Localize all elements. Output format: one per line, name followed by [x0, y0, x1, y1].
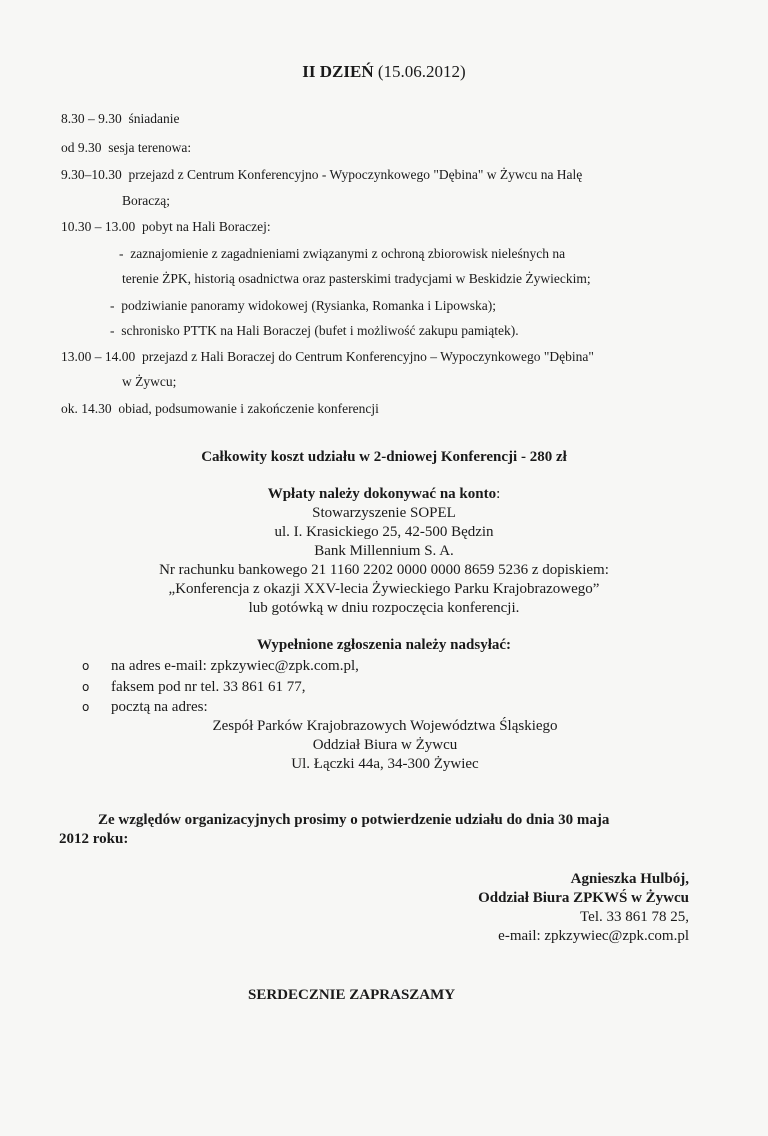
title-day: II DZIEŃ — [302, 62, 374, 81]
title-date: (15.06.2012) — [377, 62, 466, 81]
bank-account: Nr rachunku bankowego 21 1160 2202 0000 0000 8659 5236 z dopiskiem: — [159, 562, 609, 578]
schedule-item-4 — [61, 218, 271, 236]
address-line-3: Ul. Łączki 44a, 34-300 Żywiec — [291, 756, 479, 772]
payment-line-3: Bank Millennium S. A. — [314, 543, 454, 559]
circle-bullet-icon: o — [82, 680, 90, 694]
payment-line-2: ul. I. Krasickiego 25, 42-500 Będzin — [274, 524, 494, 540]
schedule-text: śniadanie — [128, 111, 180, 126]
submission-heading: Wypełnione zgłoszenia należy nadsyłać: — [256, 637, 512, 653]
schedule-time: 13.00 – 14.00 — [61, 349, 136, 364]
submission-post: pocztą na adres: — [111, 699, 208, 715]
schedule-item-1 — [61, 110, 179, 128]
schedule-text: sesja terenowa: — [108, 140, 192, 155]
total-cost: Całkowity koszt udziału w 2-dniowej Konferencji - 280 zł — [201, 449, 567, 465]
page-title — [0, 62, 768, 82]
signature-name: Agnieszka Hulbój, — [570, 871, 689, 887]
dash-mark: - — [119, 246, 124, 261]
schedule-time: 9.30–10.30 — [61, 167, 122, 182]
sub-item-text: podziwianie panoramy widokowej (Rysianka, Romanka i Lipowska); — [121, 298, 497, 313]
schedule-text: pobyt na Hali Boraczej: — [142, 219, 271, 234]
submission-fax: faksem pod nr tel. 33 861 61 77, — [111, 679, 306, 695]
submission-item-fax — [82, 679, 89, 696]
transfer-note: „Konferencja z okazji XXV-lecia Żywieckiego Parku Krajobrazowego” — [168, 581, 600, 597]
sub-item-1-cont: terenie ŻPK, historią osadnictwa oraz pasterskimi tradycjami w Beskidzie Żywieckim; — [122, 271, 591, 286]
cash-option: lub gotówką w dniu rozpoczęcia konferencji. — [248, 600, 520, 616]
schedule-item-6 — [61, 400, 379, 418]
address-line-1: Zespół Parków Krajobrazowych Województwa Śląskiego — [212, 718, 558, 734]
payment-line-1: Stowarzyszenie SOPEL — [312, 505, 456, 521]
circle-bullet-icon: o — [82, 659, 90, 673]
payment-heading-text: Wpłaty należy dokonywać na konto — [267, 486, 497, 502]
signature-department: Oddział Biura ZPKWŚ w Żywcu — [478, 890, 689, 906]
schedule-item-5 — [61, 348, 594, 366]
confirmation-notice: Ze względów organizacyjnych prosimy o potwierdzenie udziału do dnia 30 maja — [98, 812, 610, 828]
schedule-item-3 — [61, 166, 582, 184]
sub-item-text: zaznajomienie z zagadnieniami związanymi z ochroną zbiorowisk nieleśnych na — [130, 246, 566, 261]
schedule-item-3-cont: Boraczą; — [122, 193, 170, 208]
submission-item-email — [82, 658, 89, 675]
sub-item-1 — [119, 245, 565, 263]
schedule-time: 8.30 – 9.30 — [61, 111, 122, 126]
schedule-text: przejazd z Centrum Konferencyjno - Wypoczynkowego "Dębina" w Żywcu na Halę — [128, 167, 583, 182]
dash-mark: - — [110, 323, 115, 338]
schedule-time: ok. 14.30 — [61, 401, 112, 416]
circle-bullet-icon: o — [82, 700, 90, 714]
sub-item-3 — [110, 322, 519, 340]
payment-heading — [0, 486, 768, 503]
sub-item-2 — [110, 297, 496, 315]
sub-item-text: schronisko PTTK na Hali Boraczej (bufet i możliwość zakupu pamiątek). — [121, 323, 519, 338]
address-line-2: Oddział Biura w Żywcu — [312, 737, 458, 753]
schedule-time: 10.30 – 13.00 — [61, 219, 136, 234]
confirmation-notice-cont: 2012 roku: — [59, 831, 129, 847]
schedule-time: od 9.30 — [61, 140, 102, 155]
dash-mark: - — [110, 298, 115, 313]
payment-heading-colon: : — [496, 486, 501, 502]
schedule-text: obiad, podsumowanie i zakończenie konferencji — [118, 401, 379, 416]
signature-phone: Tel. 33 861 78 25, — [580, 909, 689, 925]
schedule-text: przejazd z Hali Boraczej do Centrum Konferencyjno – Wypoczynkowego "Dębina" — [142, 349, 594, 364]
signature-email: e-mail: zpkzywiec@zpk.com.pl — [498, 928, 689, 944]
submission-item-post — [82, 699, 89, 716]
schedule-item-5-cont: w Żywcu; — [122, 374, 177, 389]
closing-invitation: SERDECZNIE ZAPRASZAMY — [248, 987, 456, 1003]
schedule-item-2 — [61, 139, 191, 157]
submission-email: na adres e-mail: zpkzywiec@zpk.com.pl, — [111, 658, 359, 674]
